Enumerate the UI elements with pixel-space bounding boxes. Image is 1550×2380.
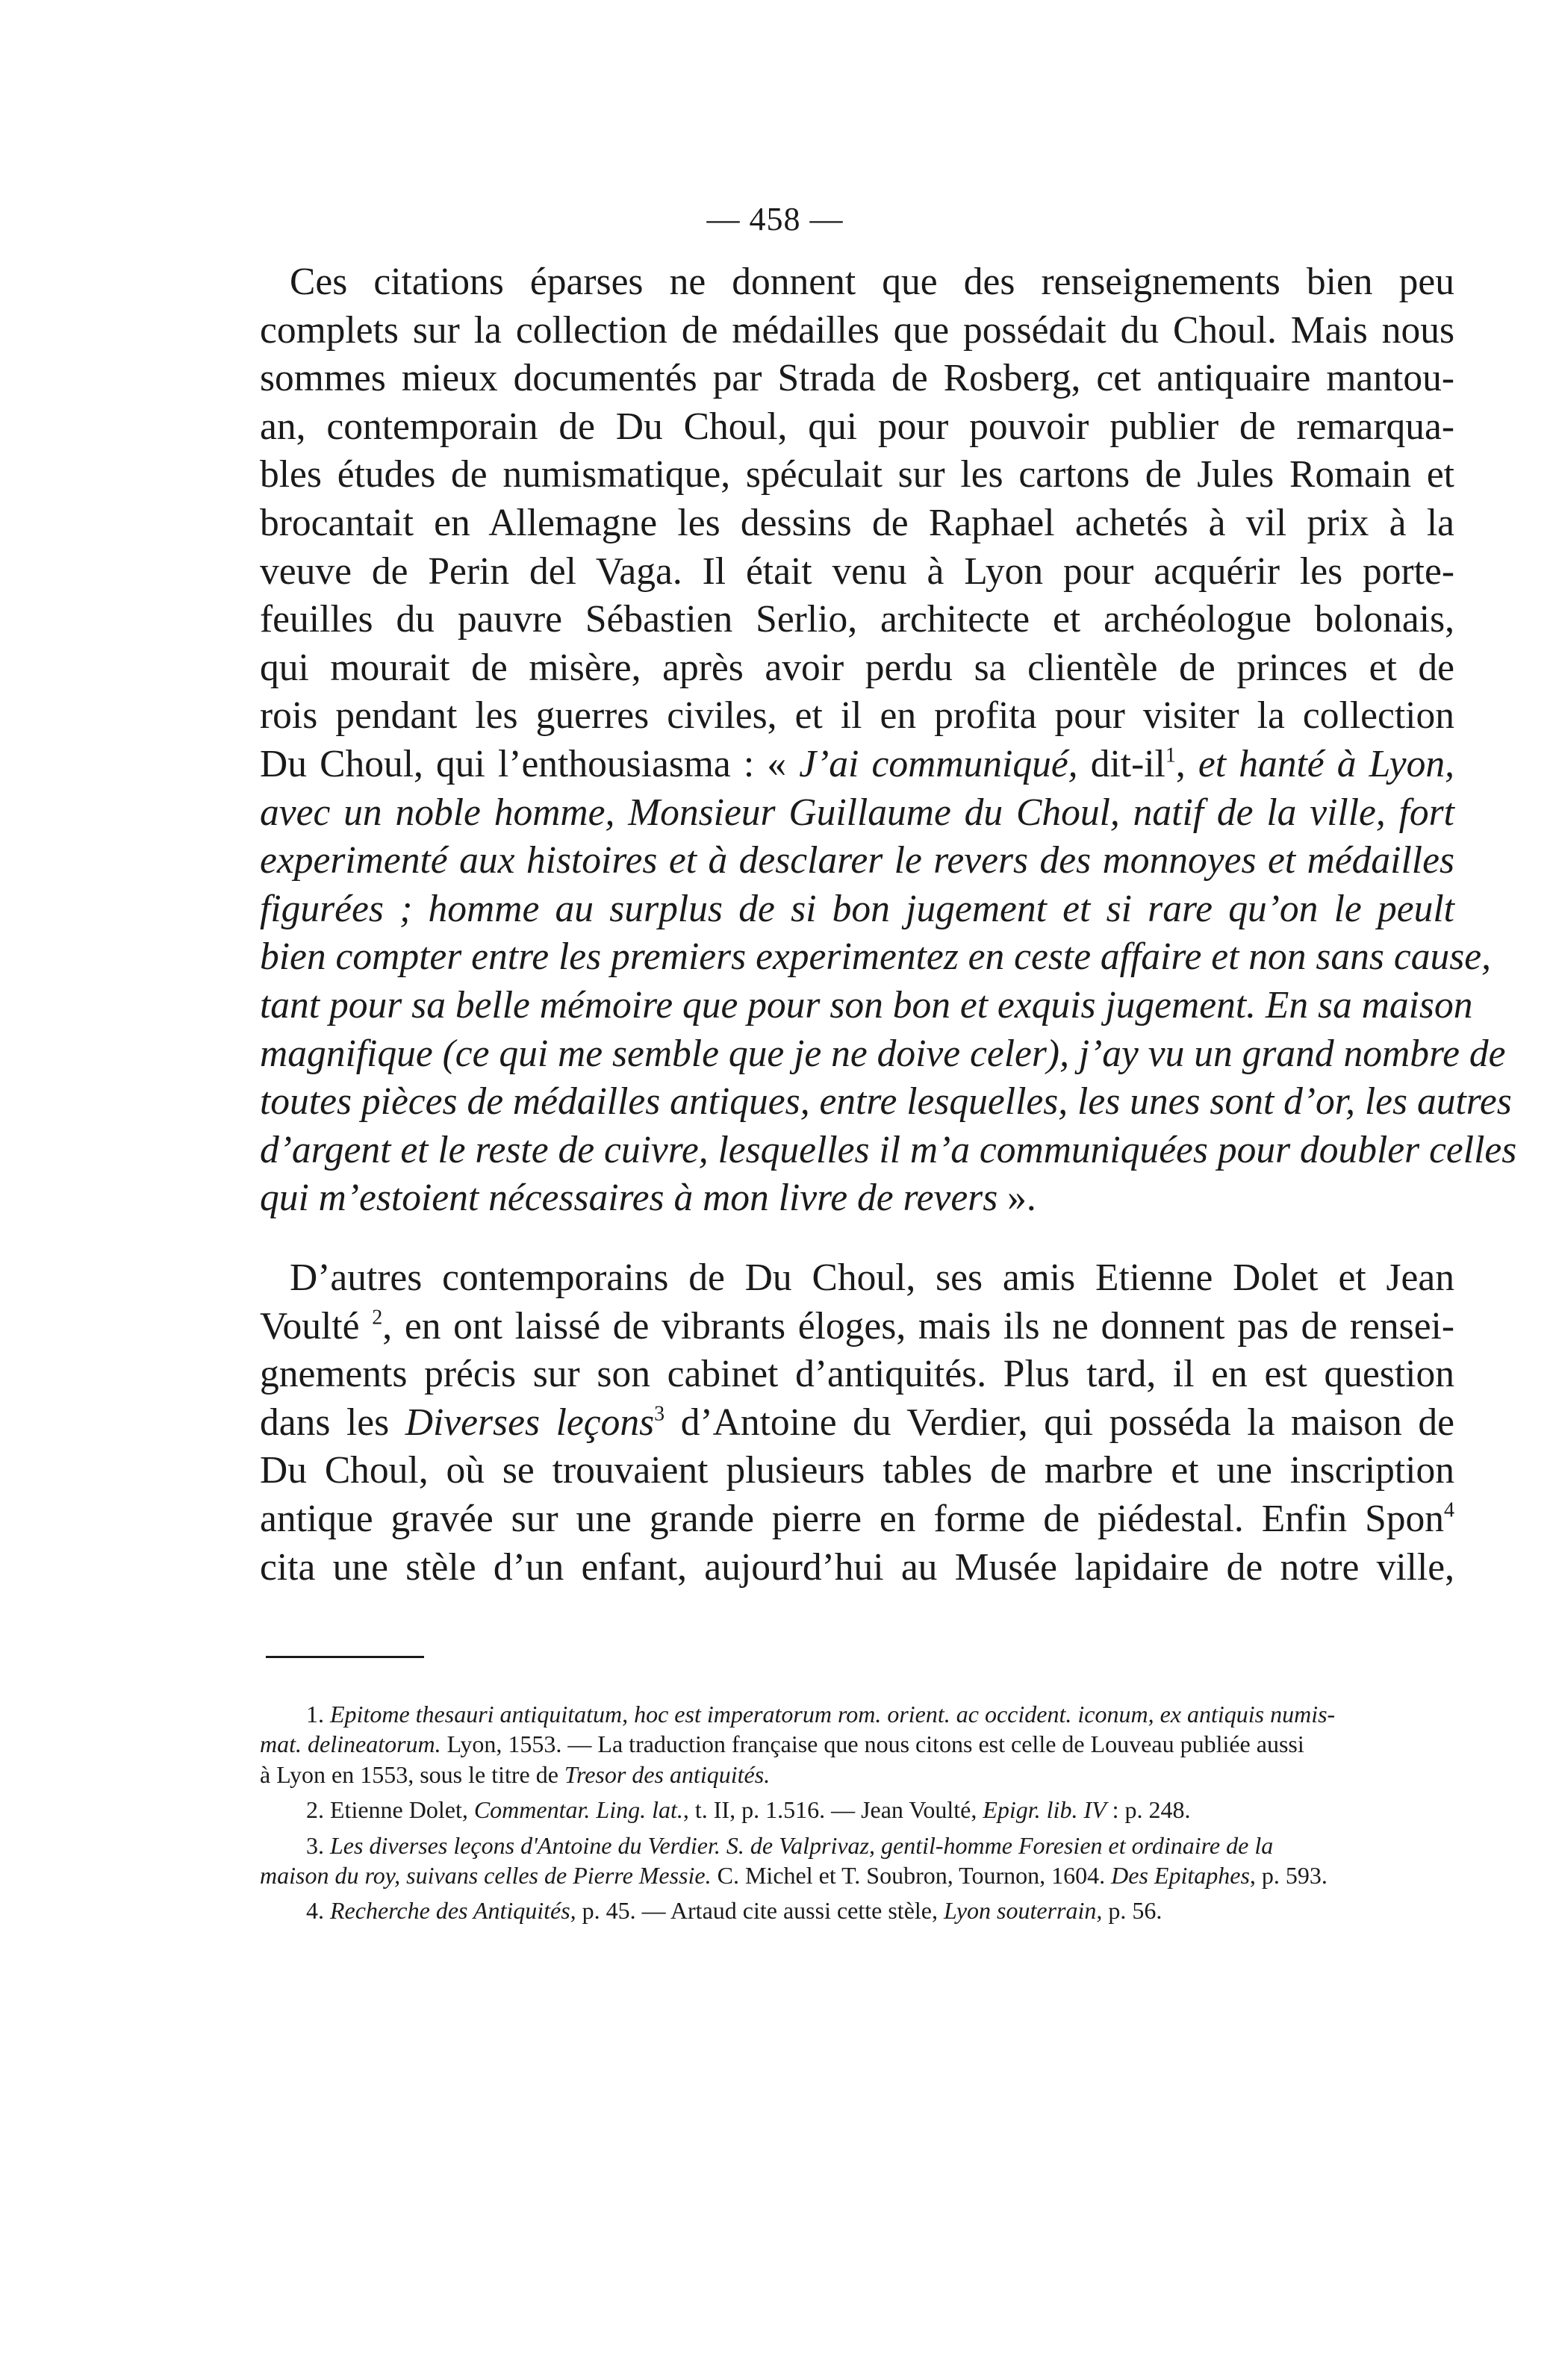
text-line: cita une stèle d’un enfant, aujourd’hui au Musée lapidaire de notre ville, — [260, 1545, 1454, 1589]
footnote-text: Lyon, 1553. — La traduction française que nous citons est celle de Louveau publiée aussi — [441, 1731, 1304, 1758]
footnote-number: 1. — [306, 1701, 330, 1728]
footnote-2 — [260, 1795, 1454, 1825]
footnote-line — [260, 1760, 1454, 1789]
footnotes — [260, 1699, 1454, 1931]
quotation-line: figurées ; homme au surplus de si bon jugement et si rare qu’on le peult — [260, 887, 1454, 930]
text-run: Voulté — [260, 1304, 373, 1348]
footnote-title: Les diverses leçons d'Antoine du Verdier. S. de Valprivaz, gentil-homme Foresien et ordinaire de la — [330, 1831, 1274, 1859]
text-run: antique gravée sur une grande pierre en forme de piédestal. Enfin Spon — [260, 1497, 1444, 1540]
footnote-line — [260, 1831, 1454, 1860]
text-run: , en ont laissé de vibrants éloges, mais ils ne donnent pas de rensei- — [382, 1304, 1455, 1348]
quotation-line: magnifique (ce qui me semble que je ne doive celer), j’ay vu un grand nombre de — [260, 1032, 1506, 1075]
footnote-text: , p. 593. — [1249, 1862, 1328, 1890]
quotation-line: tant pour sa belle mémoire que pour son bon et exquis jugement. En sa maison — [260, 983, 1473, 1027]
footnote-text: à Lyon en 1553, sous le titre de — [260, 1760, 564, 1788]
text-run: dit-il — [1077, 742, 1165, 785]
quotation-run: J’ai communiqué, — [799, 742, 1078, 785]
footnote-1 — [260, 1699, 1454, 1789]
text-line: feuilles du pauvre Sébastien Serlio, architecte et archéologue bolonais, — [260, 598, 1454, 641]
footnote-text: : p. 248. — [1106, 1796, 1191, 1824]
text-line: complets sur la collection de médailles que possédait du Choul. Mais nous — [260, 308, 1454, 352]
text-line: Ces citations éparses ne donnent que des renseignements bien peu — [290, 261, 1454, 303]
text-run: ». — [997, 1177, 1036, 1220]
text-run: d’Antoine du Verdier, qui posséda la maison de — [664, 1401, 1455, 1444]
footnote-ref-1: 1 — [1165, 744, 1176, 767]
footnote-text: Etienne Dolet, — [330, 1796, 474, 1824]
quotation-line: bien compter entre les premiers experimentez en ceste affaire et non sans cause, — [260, 935, 1491, 979]
text-line — [260, 1174, 1454, 1223]
text-run: , — [1175, 742, 1198, 785]
footnote-title: maison du roy, suivans celles de Pierre Messie. — [260, 1862, 712, 1890]
text-line: sommes mieux documentés par Strada de Rosberg, cet antiquaire mantou- — [260, 357, 1454, 400]
text-line — [260, 741, 1454, 789]
footnote-text: , t. II, p. 1.516. — Jean Voulté, — [682, 1796, 983, 1824]
footnote-text: p. 45. — Artaud cite aussi cette stèle, — [576, 1897, 944, 1925]
footnote-text: C. Michel et T. Soubron, Tournon, 1604. — [711, 1862, 1112, 1890]
text-line: an, contemporain de Du Choul, qui pour pouvoir publier de remarqua- — [260, 405, 1454, 448]
footnote-ref-3: 3 — [654, 1402, 665, 1426]
text-line: rois pendant les guerres civiles, et il en profita pour visiter la collection — [260, 694, 1454, 738]
paragraph-1 — [260, 258, 1517, 1223]
quotation-run: et hanté à Lyon, — [1198, 742, 1454, 785]
title-run: Diverses leçons — [405, 1401, 655, 1444]
quotation-line: avec un noble homme, Monsieur Guillaume du Choul, natif de la ville, fort — [260, 791, 1454, 834]
footnote-title: Recherche des Antiquités, — [330, 1897, 576, 1925]
footnote-title: Commentar. Ling. lat. — [473, 1796, 683, 1824]
footnote-text: p. 56. — [1102, 1897, 1162, 1925]
text-line — [260, 1495, 1454, 1544]
footnote-title: Tresor des antiquités. — [564, 1760, 771, 1788]
quotation-run: qui m’estoient nécessaires à mon livre de revers — [260, 1177, 998, 1220]
footnote-title: Epigr. lib. IV — [983, 1796, 1107, 1824]
footnote-line — [260, 1860, 1454, 1890]
footnote-title: Lyon souterrain, — [943, 1897, 1103, 1925]
text-run: Du Choul, qui l’enthousiasma : « — [260, 742, 800, 785]
footnote-number: 2. — [306, 1796, 330, 1824]
footnote-number: 4. — [306, 1897, 330, 1925]
footnote-ref-2: 2 — [372, 1306, 383, 1329]
text-line: Du Choul, où se trouvaient plusieurs tables de marbre et une inscription — [260, 1449, 1454, 1492]
text-line — [260, 1399, 1454, 1448]
footnote-title: Des Epitaphes — [1111, 1862, 1250, 1890]
footnote-ref-4: 4 — [1444, 1498, 1454, 1522]
text-line: D’autres contemporains de Du Choul, ses amis Etienne Dolet et Jean — [290, 1256, 1454, 1299]
paragraph-2 — [260, 1254, 1454, 1592]
footnote-line — [260, 1895, 1454, 1925]
text-run: dans les — [260, 1401, 405, 1444]
footnote-line — [260, 1699, 1454, 1729]
page-number: — 458 — — [706, 201, 844, 237]
footnote-4 — [260, 1895, 1454, 1925]
footnote-title: Epitome thesauri antiquitatum, hoc est imperatorum rom. orient. ac occident. iconum, ex antiquis numis- — [330, 1701, 1336, 1728]
quotation-line: toutes pièces de médailles antiques, entre lesquelles, les unes sont d’or, les autres — [260, 1080, 1512, 1124]
text-line — [260, 1303, 1454, 1351]
footnote-title: mat. delineatorum. — [260, 1731, 441, 1758]
text-line: veuve de Perin del Vaga. Il était venu à Lyon pour acquérir les porte- — [260, 549, 1454, 593]
text-line: gnements précis sur son cabinet d’antiquités. Plus tard, il en est question — [260, 1353, 1454, 1396]
footnote-line — [260, 1795, 1454, 1825]
footnote-3 — [260, 1831, 1454, 1891]
quotation-line: experimenté aux histoires et à desclarer le revers des monnoyes et médailles — [260, 839, 1454, 882]
quotation-line: d’argent et le reste de cuivre, lesquelles il m’a communiquées pour doubler celles — [260, 1128, 1517, 1171]
text-line: qui mourait de misère, après avoir perdu sa clientèle de princes et de — [260, 646, 1454, 689]
footnote-number: 3. — [306, 1831, 330, 1859]
text-line: bles études de numismatique, spéculait sur les cartons de Jules Romain et — [260, 453, 1454, 496]
footnote-line — [260, 1729, 1454, 1759]
text-line: brocantait en Allemagne les dessins de Raphael achetés à vil prix à la — [260, 501, 1454, 544]
footnote-separator — [266, 1656, 424, 1658]
